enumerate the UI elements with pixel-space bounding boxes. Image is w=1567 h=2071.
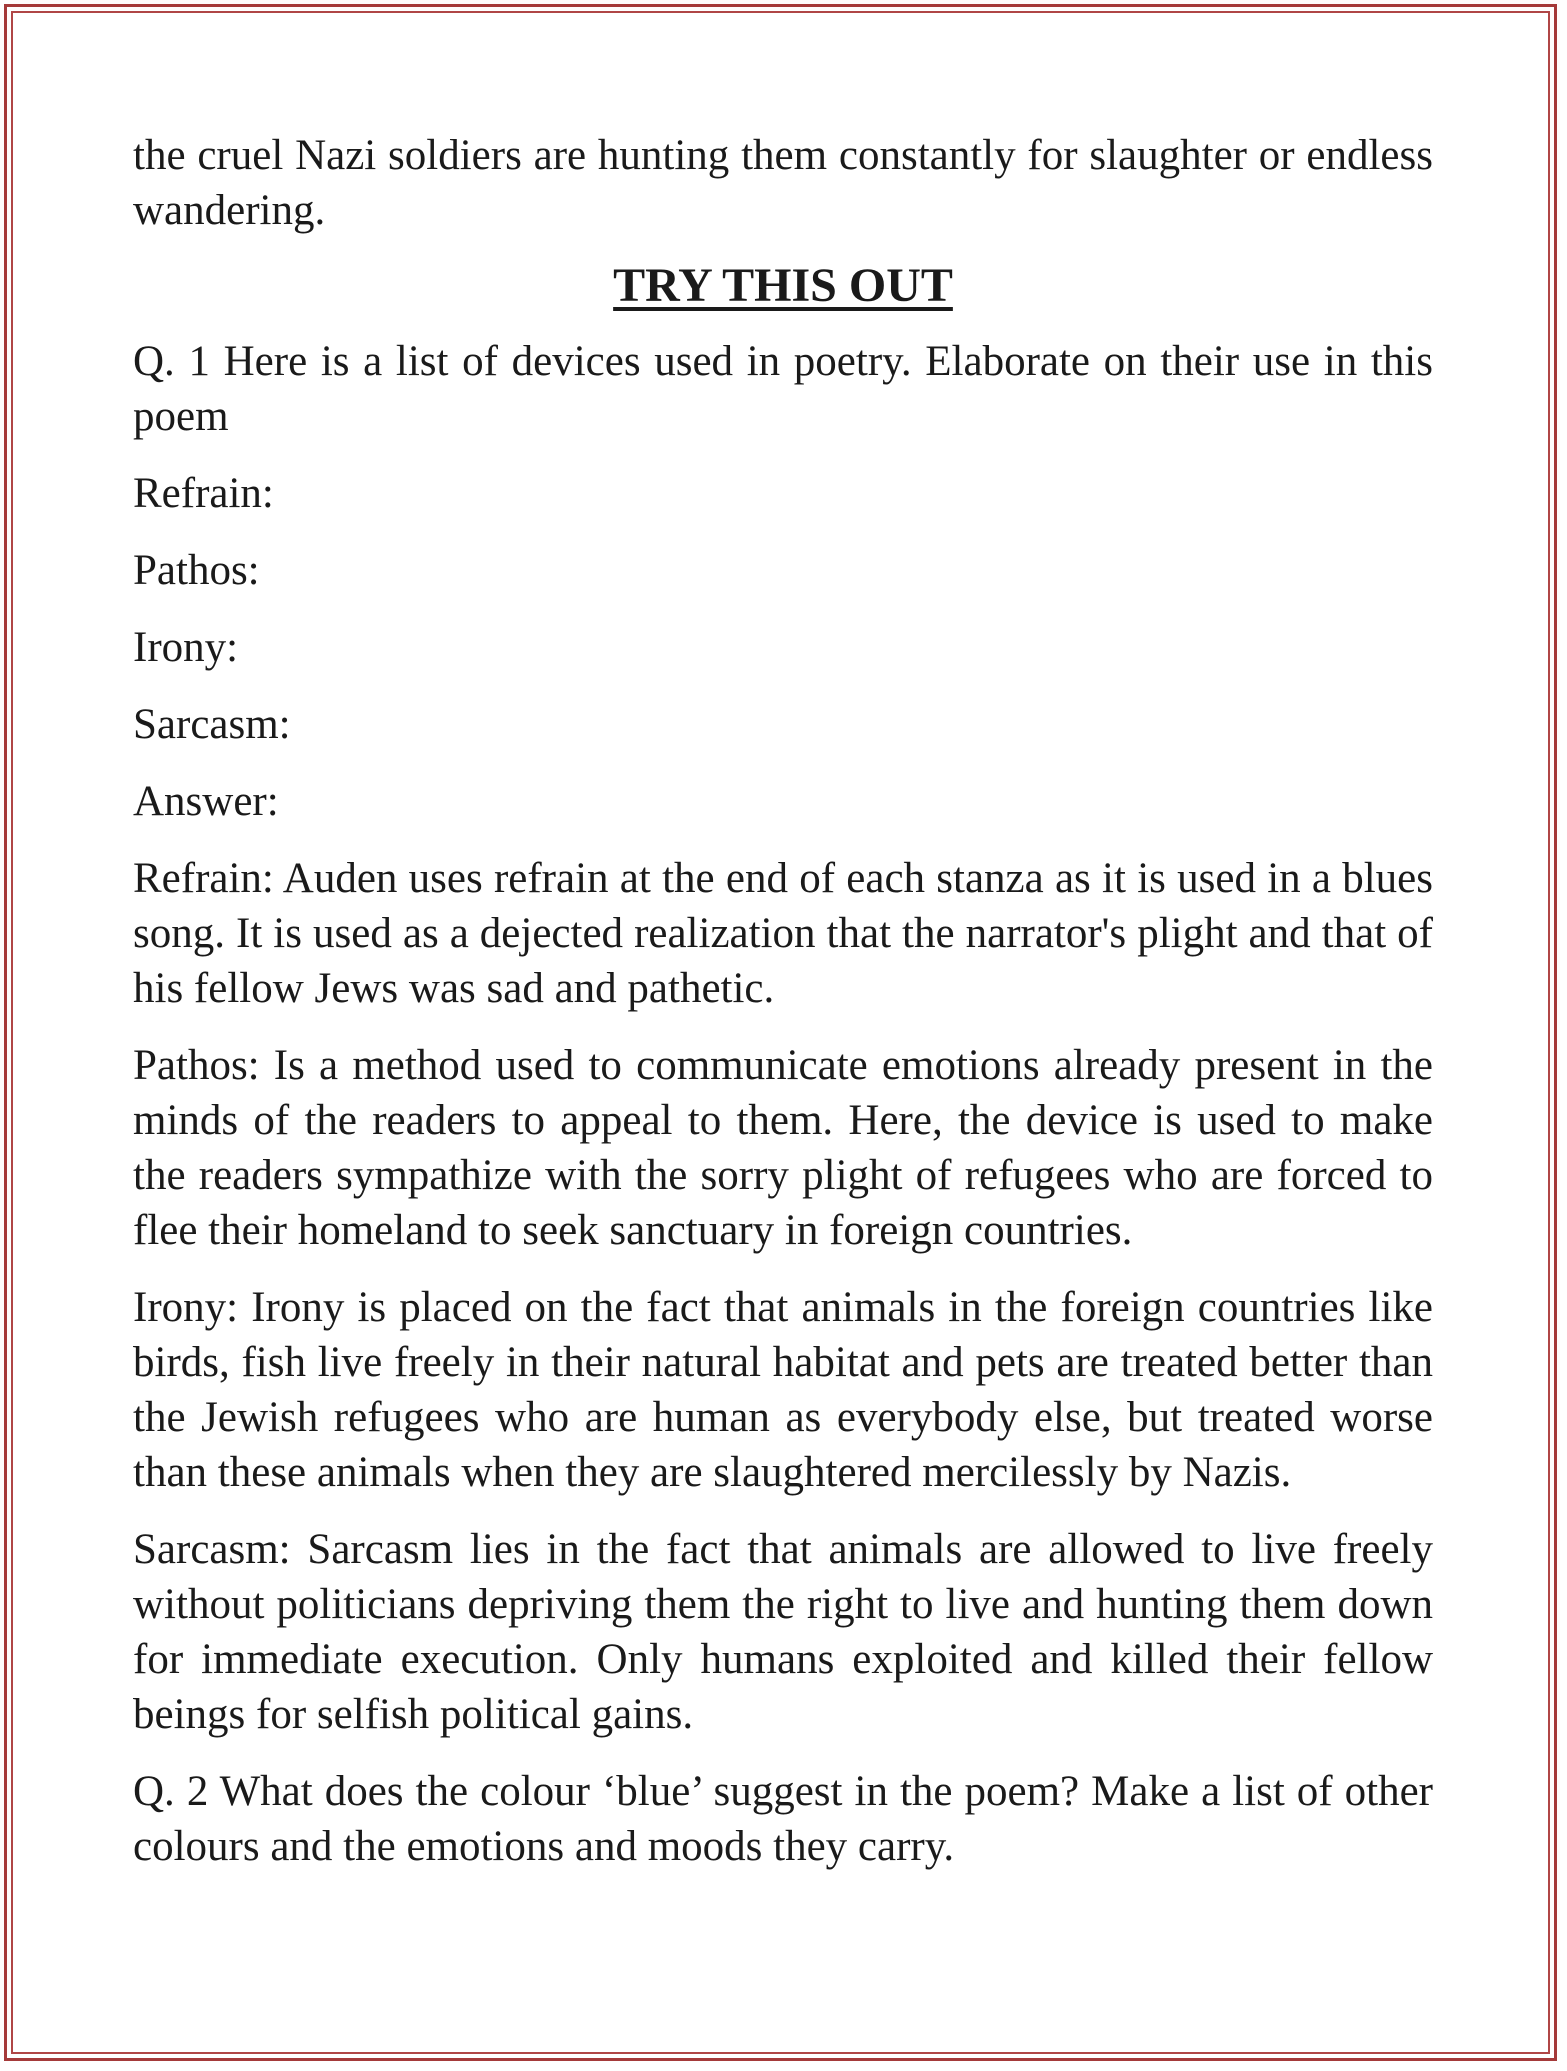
answer-refrain: Refrain: Auden uses refrain at the end of each stanza as it is used in a blues song. It is used as a dejected realization that the narrator's plight and that of his fellow Jews was sad and pathetic. <box>133 855 1433 1012</box>
section-heading: TRY THIS OUT <box>613 259 953 312</box>
question-1: Q. 1 Here is a list of devices used in poetry. Elaborate on their use in this poem <box>133 338 1433 440</box>
answer-label: Answer: <box>133 778 279 825</box>
question-2: Q. 2 What does the colour ‘blue’ suggest in the poem? Make a list of other colours and the emotions and moods they carry. <box>133 1768 1433 1870</box>
answer-irony: Irony: Irony is placed on the fact that animals in the foreign countries like birds, fish live freely in their natural habitat and pets are treated better than the Jewish refugees who are human as everybody else, but treated worse than these animals when they are slaughtered mercilessly by Nazis. <box>133 1284 1433 1496</box>
page-content <box>133 128 1433 1896</box>
device-label-irony: Irony: <box>133 624 239 671</box>
device-label-pathos: Pathos: <box>133 547 260 594</box>
answer-pathos: Pathos: Is a method used to communicate emotions already present in the minds of the readers to appeal to them. Here, the device is used to make the readers sympathize with the sorry plight of refugees who are forced to flee their homeland to seek sanctuary in foreign countries. <box>133 1042 1433 1254</box>
device-label-sarcasm: Sarcasm: <box>133 701 291 748</box>
device-label-refrain: Refrain: <box>133 470 274 517</box>
intro-paragraph: the cruel Nazi soldiers are hunting them constantly for slaughter or endless wandering. <box>133 132 1433 234</box>
answer-sarcasm: Sarcasm: Sarcasm lies in the fact that animals are allowed to live freely without politicians depriving them the right to live and hunting them down for immediate execution. Only humans exploited and killed their fellow beings for selfish political gains. <box>133 1526 1433 1738</box>
